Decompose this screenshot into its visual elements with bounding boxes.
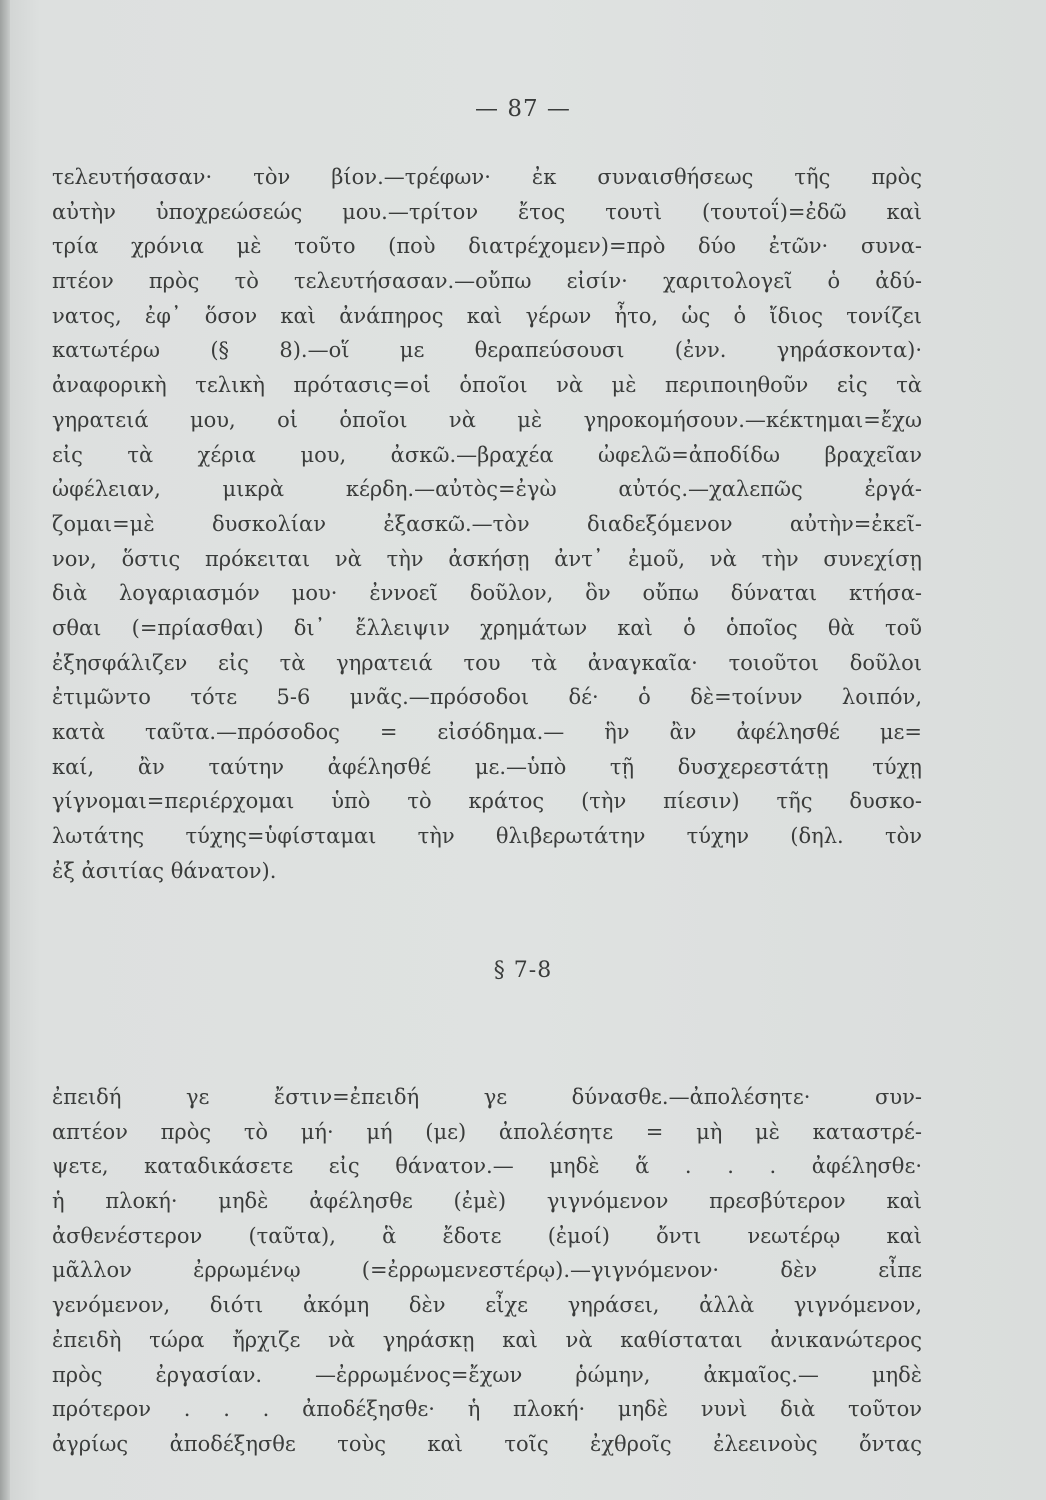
text-line: ἐπειδὴ τώρα ἤρχιζε νὰ γηράσκῃ καὶ νὰ καθίσταται ἀνικανώτερος [52, 1327, 922, 1352]
text-line: ὠφέλειαν, μικρὰ κέρδη.—αὐτὸς=ἐγὼ αὐτός.—χαλεπῶς ἐργά- [52, 477, 922, 502]
text-line: ἐξ ἀσιτίας θάνατον). [52, 858, 277, 883]
text-line: ἐτιμῶντο τότε 5-6 μνᾶς.—πρόσοδοι δέ· ὁ δὲ=τοίνυν λοιπόν, [52, 685, 922, 710]
text-line: γενόμενον, διότι ἀκόμη δὲν εἶχε γηράσει, ἀλλὰ γιγνόμενον, [52, 1293, 922, 1318]
text-line: λωτάτης τύχης=ὑφίσταμαι τὴν θλιβερωτάτην τύχην (δηλ. τὸν [52, 824, 922, 849]
text-line: διὰ λογαριασμόν μου· ἐννοεῖ δοῦλον, ὃν οὔπω δύναται κτήσα- [52, 581, 922, 606]
page-number: — 87 — [475, 96, 571, 122]
text-line: νατος, ἐφ᾽ ὅσον καὶ ἀνάπηρος καὶ γέρων ἦτο, ὡς ὁ ἴδιος τονίζει [52, 303, 922, 328]
text-line: κατωτέρω (§ 8).—οἵ με θεραπεύσουσι (ἐνν. γηράσκοντα)· [52, 338, 922, 363]
text-line: νον, ὅστις πρόκειται νὰ τὴν ἀσκήσῃ ἀντ᾽ ἐμοῦ, νὰ τὴν συνεχίσῃ [52, 546, 922, 571]
text-line: ψετε, καταδικάσετε εἰς θάνατον.— μηδὲ ἅ . . . ἀφέλησθε· [52, 1154, 922, 1179]
text-line: ἀγρίως ἀποδέξησθε τοὺς καὶ τοῖς ἐχθροῖς ἐλεεινοὺς ὄντας [52, 1431, 922, 1456]
text-line: τρία χρόνια μὲ τοῦτο (ποὺ διατρέχομεν)=πρὸ δύο ἐτῶν· συνα- [52, 234, 922, 259]
text-line: γηρατειά μου, οἱ ὁποῖοι νὰ μὲ γηροκομήσουν.—κέκτημαι=ἔχω [52, 407, 922, 432]
section-heading: § 7-8 [493, 958, 553, 983]
text-line: εἰς τὰ χέρια μου, ἀσκῶ.—βραχέα ὠφελῶ=ἀποδίδω βραχεῖαν [52, 442, 922, 467]
text-line: πρότερον . . . ἀποδέξησθε· ἡ πλοκή· μηδὲ νυνὶ διὰ τοῦτον [52, 1397, 922, 1422]
text-line: μᾶλλον ἐρρωμένῳ (=ἐρρωμενεστέρῳ).—γιγνόμενον· δὲν εἶπε [52, 1258, 922, 1283]
text-line: κατὰ ταῦτα.—πρόσοδος = εἰσόδημα.— ἣν ἂν ἀφέλησθέ με= [52, 720, 922, 744]
text-line: ζομαι=μὲ δυσκολίαν ἐξασκῶ.—τὸν διαδεξόμενον αὐτὴν=ἐκεῖ- [52, 511, 922, 536]
commentary-block-1 [52, 160, 922, 888]
text-line: γίγνομαι=περιέρχομαι ὑπὸ τὸ κράτος (τὴν πίεσιν) τῆς δυσκο- [52, 789, 922, 814]
text-line: πρὸς ἐργασίαν. —ἐρρωμένος=ἔχων ῥώμην, ἀκμαῖος.— μηδὲ [52, 1362, 922, 1387]
text-line: αὐτὴν ὑποχρεώσεώς μου.—τρίτον ἔτος τουτὶ (τουτοΐ)=ἐδῶ καὶ [52, 199, 922, 224]
text-line: ἡ πλοκή· μηδὲ ἀφέλησθε (ἐμὲ) γιγνόμενον πρεσβύτερον καὶ [52, 1189, 922, 1214]
text-line: πτέον πρὸς τὸ τελευτήσασαν.—οὔπω εἰσίν· χαριτολογεῖ ὁ ἀδύ- [52, 269, 922, 294]
text-line: ἀναφορικὴ τελικὴ πρότασις=οἱ ὁποῖοι νὰ μὲ περιποιηθοῦν εἰς τὰ [52, 373, 922, 398]
text-line: απτέον πρὸς τὸ μή· μή (με) ἀπολέσητε = μὴ μὲ καταστρέ- [52, 1119, 922, 1144]
text-line: τελευτήσασαν· τὸν βίον.—τρέφων· ἐκ συναισθήσεως τῆς πρὸς [52, 165, 922, 189]
text-line: ἀσθενέστερον (ταῦτα), ἃ ἔδοτε (ἐμοί) ὄντι νεωτέρῳ καὶ [52, 1223, 922, 1248]
text-line: ἐπειδή γε ἔστιν=ἐπειδή γε δύνασθε.—ἀπολέσητε· συν- [52, 1085, 922, 1109]
text-line: καί, ἂν ταύτην ἀφέλησθέ με.—ὑπὸ τῇ δυσχερεστάτῃ τύχῃ [52, 754, 922, 779]
text-line: ἐξησφάλιζεν εἰς τὰ γηρατειά του τὰ ἀναγκαῖα· τοιοῦτοι δοῦλοι [52, 650, 922, 675]
text-line: σθαι (=πρίασθαι) δι᾽ ἔλλειψιν χρημάτων καὶ ὁ ὁποῖος θὰ τοῦ [52, 615, 922, 640]
commentary-block-2 [52, 1080, 922, 1462]
binding-edge [0, 0, 10, 1500]
